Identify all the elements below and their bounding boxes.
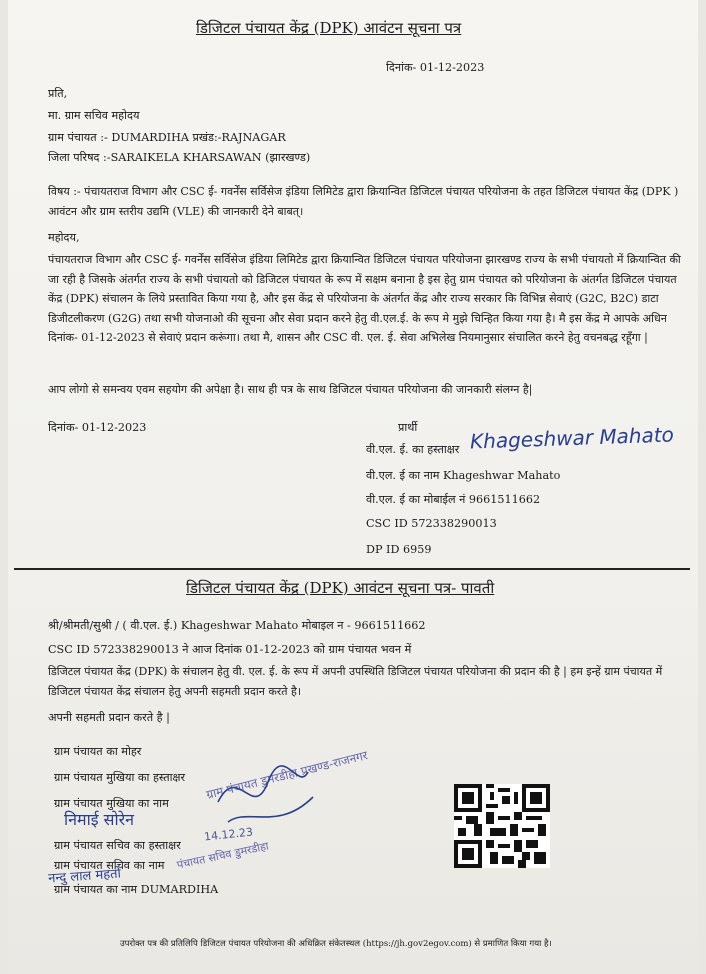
receipt-paragraph: डिजिटल पंचायत केंद्र (DPK) के संचालन हेतु वी. एल. ई. के रूप में अपनी उपस्थिति डिजिटल पंचायत परियोजना की प्रदान की है | हम इन्हें ग्राम पंचायत में डिजिटल पंचायत केंद्र संचालन हेतु अपनी सहमती प्रदान करते है। bbox=[48, 665, 663, 698]
vle-mobile-line: वी.एल. ई का मोबाईल नं 9661511662 bbox=[366, 493, 541, 506]
prati: प्रति, bbox=[48, 87, 68, 100]
sachiv-name-label: ग्राम पंचायत सचिव का नाम bbox=[54, 859, 165, 872]
qr-code bbox=[454, 784, 550, 868]
prarthi: प्रार्थी bbox=[398, 421, 418, 434]
cooperation-line: आप लोगो से समन्वय एवम सहयोग की अपेक्षा है। साथ ही पत्र के साथ डिजिटल पंचायत परियोजना की जानकारी संलग्न है| bbox=[48, 383, 533, 396]
letter-title: डिजिटल पंचायत केंद्र (DPK) आवंटन सूचना पत्र bbox=[196, 19, 462, 37]
stamp-date: 14.12.23 bbox=[203, 825, 254, 844]
body-paragraph: पंचायतराज विभाग और CSC ई- गवर्नेंस सर्विसेज इंडिया लिमिटेड द्वारा क्रियान्वित डिजिटल पंचायत परियोजना झारखण्ड राज्य के सभी पंचायतो में क्रियान्वित की जा रही है जिसके अंतर्गत राज्य के सभी पंचायतो को डिजिटल पंचायत के रूप में सक्षम बनाना है इस हेतु ग्राम पंचायत को परियोजना के अंतर्गत डिजिटल पंचायत केंद्र (DPK) संचालन के लिये प्रस्तावित किया गया है, और इस केंद्र से परियोजना के अंतर्गत केंद्र और राज्य सरकार कि विभिन्न सेवाएं (G2C, B2C) डाटा डिजीटलीकरण (G2G) तथा सभी योजनाओ की सूचना और सेवा प्रदान करने हेतु वी.एल.ई. के रूप मे मुझे चिन्हित किया गया है। मै इस केंद्र मे आपके अधिन दिनांक- 01-12-2023 से सेवाएं प्रदान करूंगा। तथा मै, शासन और CSC वी. एल. ई. सेवा अभिलेख नियमानुसार संचालित करने हेतु वचनबद्ध रहूँगा | bbox=[48, 253, 681, 344]
receipt-line-2: CSC ID 572338290013 ने आज दिनांक 01-12-2023 को ग्राम पंचायत भवन में bbox=[48, 643, 412, 656]
letter-page bbox=[8, 0, 698, 974]
footer-note: उपरोक्त पत्र की प्रतिलिपि डिजिटल पंचायत परियोजना की अधिक्रित संकेतस्थल (https://jh.gov2egov.com) से प्रमाणित किया गया है। bbox=[120, 939, 552, 949]
dp-id-line: DP ID 6959 bbox=[366, 543, 432, 556]
gp-name-line: ग्राम पंचायत का नाम DUMARDIHA bbox=[54, 883, 219, 896]
mukhiya-name-label: ग्राम पंचायत मुखिया का नाम bbox=[54, 797, 169, 810]
mukhiya-sign-label: ग्राम पंचायत मुखिया का हस्ताक्षर bbox=[54, 771, 186, 784]
district-line: जिला परिषद :-SARAIKELA KHARSAWAN (झारखण्ड) bbox=[48, 151, 311, 164]
subject: विषय :- पंचायतराज विभाग और CSC ई- गवर्नेंस सर्विसेज इंडिया लिमिटेड द्वारा क्रियान्वित डिजिटल पंचायत परियोजना के तहत डिजिटल पंचायत केंद्र (DPK ) आवंटन और ग्राम स्तरीय उद्यमि (VLE) की जानकारी देने बाबत्। bbox=[48, 185, 679, 218]
receipt-line-1: श्री/श्रीमती/सुश्री / ( वी.एल. ई.) Khageshwar Mahato मोबाइल न - 9661511662 bbox=[48, 619, 426, 632]
vle-name-line: वी.एल. ई का नाम Khageshwar Mahato bbox=[366, 469, 561, 482]
sachiv-name-handwritten: नन्दु लाल महतो bbox=[47, 866, 122, 887]
section-divider bbox=[14, 568, 690, 570]
csc-id-line: CSC ID 572338290013 bbox=[366, 517, 497, 530]
vle-signature: Khageshwar Mahato bbox=[469, 422, 675, 454]
addressee: मा. ग्राम सचिव महोदय bbox=[48, 109, 140, 122]
sachiv-stamp: पंचायत सचिव डुमरडीहा bbox=[175, 839, 270, 872]
letter-date: दिनांक- 01-12-2023 bbox=[386, 61, 485, 74]
signature-scribble bbox=[208, 752, 328, 842]
consent-line: अपनी सहमती प्रदान करते है | bbox=[48, 711, 170, 724]
seal-label: ग्राम पंचायत का मोहर bbox=[54, 745, 142, 758]
mukhiya-name-handwritten: निमाई सोरेन bbox=[64, 810, 135, 829]
sachiv-sign-label: ग्राम पंचायत सचिव का हस्ताक्षर bbox=[54, 839, 181, 852]
vle-sign-label: वी.एल. ई. का हस्ताक्षर bbox=[366, 443, 460, 456]
receipt-title: डिजिटल पंचायत केंद्र (DPK) आवंटन सूचना पत्र- पावती bbox=[186, 579, 495, 597]
panchayat-stamp: ग्राम पंचायत डुमरडीहा प्रखण्ड-राजनगर bbox=[204, 748, 370, 802]
gram-panchayat-line: ग्राम पंचायत :- DUMARDIHA प्रखंड:-RAJNAGAR bbox=[48, 131, 286, 144]
bottom-date: दिनांक- 01-12-2023 bbox=[48, 421, 147, 434]
salutation: महोदय, bbox=[48, 231, 80, 244]
